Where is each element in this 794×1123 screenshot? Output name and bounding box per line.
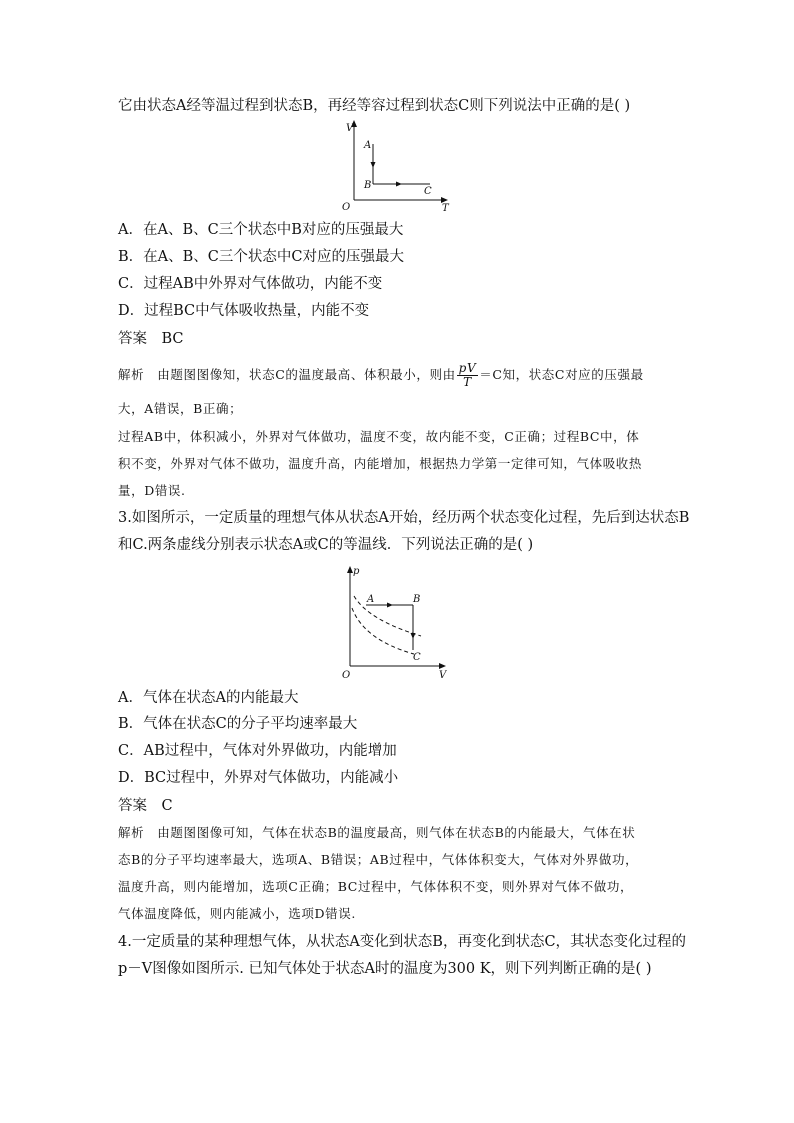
q2-point-a: A: [364, 140, 372, 151]
q2-analysis-line-1: [118, 358, 644, 392]
q3-analysis-line-4: 气体温度降低，则内能减小，选项D错误.: [118, 906, 356, 921]
q2-option-d: D．过程BC中气体吸收热量，内能不变: [118, 303, 370, 319]
q3-option-c: C．AB过程中，气体对外界做功，内能增加: [118, 743, 397, 759]
q2-analysis-line-4: 积不变，外界对气体不做功，温度升高，内能增加，根据热力学第一定律可知，气体吸收热: [118, 456, 643, 471]
q3-stem-line-2: 和C.两条虚线分别表示状态A或C的等温线．下列说法正确的是( ): [118, 537, 534, 553]
q3-analysis-line-1: 解析 由题图图像可知，气体在状态B的温度最高，则气体在状态B的内能最大，气体在状: [118, 825, 636, 840]
q2-analysis-suffix: ＝C知，状态C对应的压强最: [479, 367, 644, 382]
q3-arrow-bc: [411, 633, 416, 639]
q3-isotherm-a: [354, 596, 421, 636]
q3-analysis-line-3: 温度升高，则内能增加，选项C正确；BC过程中，气体体积不变，则外界对气体不做功，: [118, 879, 634, 894]
q3-point-a: A: [367, 594, 375, 605]
q2-option-b: B．在A、B、C三个状态中C对应的压强最大: [118, 249, 404, 265]
q4-stem-line-1: 4.一定质量的某种理想气体，从状态A变化到状态B，再变化到状态C，其状态变化过程的: [118, 934, 687, 950]
q3-pv-diagram: [336, 562, 454, 684]
q2-answer: 答案 BC: [118, 331, 184, 347]
q3-point-c: C: [413, 652, 421, 663]
q2-stem: 它由状态A经等温过程到状态B，再经等容过程到状态C则下列说法中正确的是( ): [118, 98, 631, 114]
q2-analysis-line-2: 大，A错误，B正确；: [118, 401, 243, 416]
q2-vt-diagram: [338, 118, 458, 214]
q2-arrow-ab: [371, 162, 376, 168]
q2-formula-denominator: T: [463, 375, 472, 389]
q2-analysis-line-3: 过程AB中，体积减小，外界对气体做功，温度不变，故内能不变，C正确；过程BC中，体: [118, 429, 640, 444]
q2-origin-label: O: [342, 202, 351, 213]
q2-analysis-line-5: 量，D错误.: [118, 483, 186, 498]
q3-point-b: B: [413, 594, 421, 605]
q3-isotherm-c: [352, 608, 414, 654]
q3-option-d: D．BC过程中，外界对气体做功，内能减小: [118, 770, 399, 786]
q3-stem-line-1: 3.如图所示，一定质量的理想气体从状态A开始，经历两个状态变化过程，先后到达状态B: [118, 510, 690, 526]
q3-arrow-ab: [387, 603, 393, 608]
q3-x-arrow: [439, 663, 446, 669]
q2-point-c: C: [424, 186, 432, 197]
q2-formula-fraction: [457, 362, 479, 389]
q2-arrow-bc: [396, 182, 402, 187]
q3-answer: 答案 C: [118, 798, 173, 814]
q3-option-b: B．气体在状态C的分子平均速率最大: [118, 716, 358, 732]
q2-formula-numerator: pV: [458, 361, 477, 375]
q4-stem-line-2: p－V图像如图所示. 已知气体处于状态A时的温度为300 K，则下列判断正确的是( ): [118, 961, 652, 977]
q2-option-c: C．过程AB中外界对气体做功，内能不变: [118, 276, 383, 292]
q2-option-a: A．在A、B、C三个状态中B对应的压强最大: [118, 222, 404, 238]
q3-x-label: V: [439, 670, 447, 681]
q3-analysis-line-2: 态B的分子平均速率最大，选项A、B错误；AB过程中，气体体积变大，气体对外界做功，: [118, 852, 639, 867]
q3-option-a: A．气体在状态A的内能最大: [118, 690, 299, 706]
q2-y-label: V: [346, 123, 354, 134]
q2-x-label: T: [442, 203, 449, 214]
q2-point-b: B: [364, 180, 372, 191]
q3-origin-label: O: [342, 670, 351, 681]
q2-analysis-prefix: 解析 由题图图像知，状态C的温度最高、体积最小，则由: [118, 367, 456, 382]
q3-y-label: p: [353, 566, 360, 577]
